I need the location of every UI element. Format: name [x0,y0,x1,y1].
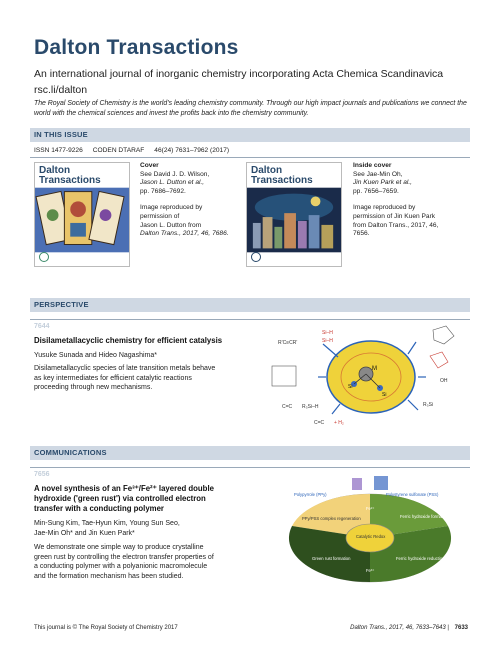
scheme-label: Si–H [322,338,333,344]
caption-line: Image reproduced by [353,204,416,212]
section-bar-communications [30,446,470,460]
footer-citation: Dalton Trans., 2017, 46, 7633–7643 | 7633 [350,625,468,631]
caption-line: from Dalton Trans., 2017, 46, [353,221,439,229]
scheme-label: Catalytic Redox [356,534,386,539]
scheme-label: R₃Si [423,402,434,408]
cover-label: Cover [140,162,159,169]
article-page-number: 7656 [34,471,50,478]
abstract-line: Disilametallacyclic species of late transition metals behave [34,365,216,372]
citation-text: Dalton Trans., 2017, 46, 7633–7643 [350,625,446,631]
scheme-label: Ferric hydroxide reduction [396,556,445,561]
caption-line: 7656. [353,230,370,238]
section-heading: IN THIS ISSUE [34,130,88,139]
cover-title-line: Transactions [251,175,313,186]
article-title[interactable] [34,484,214,514]
scheme-label: Si [382,392,387,398]
caption-line: See Jae-Min Oh, [353,170,403,178]
author-line: Min-Sung Kim, Tae-Hyun Kim, Young Sun Seo, [34,520,180,527]
abstract-line: and the formation mechanism has been studied. [34,572,184,580]
abstract-line: green rust by controlling the electron transfer properties of [34,553,214,561]
author-line: Jae-Min Oh* and Jin Kuen Park* [34,529,135,537]
abstract-line: proceeding through new mechanisms. [34,384,153,391]
divider [30,157,470,158]
journal-title: Dalton Transactions [34,36,239,59]
scheme-label: + H₂ [334,420,344,426]
scheme-label: Ferric hydroxide formation [400,514,449,519]
scheme-label: C=C [314,420,325,426]
cover-journal-name [39,166,101,186]
volume-pages: 46(24) 7631–7962 (2017) [154,147,230,154]
section-heading: PERSPECTIVE [34,300,89,309]
section-heading: COMMUNICATIONS [34,448,107,457]
footer-copyright: This journal is © The Royal Society of Chemistry 2017 [34,625,178,631]
rsc-logo-icon [251,252,261,262]
article-title[interactable]: Disilametallacyclic chemistry for efficient catalysis [34,336,223,345]
cover-artwork-cards [35,187,129,253]
scheme-label: Polypyrrole (PPy) [294,492,327,497]
title-line: A novel synthesis of an Fe³⁺/Fe²⁺ layered double [34,484,214,493]
scheme-label: PPy/PSS complex regeneration [302,516,361,521]
caption-line: Dalton Trans., 2017, 46, 7686. [140,230,229,238]
abstract-line: a conducting polymer with a polyanionic macromolecule [34,563,208,570]
scheme-label: R₃Si–H [302,404,319,410]
scheme-label: Fe³⁺ [366,568,375,573]
coden: CODEN DTARAF [92,147,145,154]
caption-line: pp. 7686–7692. [140,187,186,195]
caption-line: Image reproduced by [140,204,203,212]
cover-title-line: Dalton [39,165,71,176]
scheme-label: Green rust formation [312,556,351,561]
scheme-label: Fe²⁺ [366,506,375,511]
scheme-label: Polystyrene sulfonate (PSS) [386,492,439,497]
inside-cover-image [246,162,342,267]
section-bar-in-this-issue [30,128,470,142]
article-page-number: 7644 [34,323,50,330]
perspective-scheme-graphic [268,322,468,432]
issn: ISSN 1477-9226 [34,147,83,154]
cover-caption [140,162,229,239]
cover-title-line: Dalton [251,165,283,176]
title-line: transfer with a conducting polymer [34,504,164,513]
scheme-label: Si–H [322,330,333,336]
abstract-line: as key intermediates for efficient catalytic reactions [34,374,192,382]
page-number: 7633 [454,625,468,631]
issue-info [34,147,239,154]
communication-scheme-graphic [282,476,458,586]
article-authors [34,519,180,538]
section-bar-perspective [30,298,470,312]
rsc-tagline: The Royal Society of Chemistry is the world's leading chemistry community. Through our high impact journals and publications we connect the world with the chemical sciences and invest the profits back into the chemistry community. [34,100,467,117]
cover-label: Inside cover [353,162,392,169]
inside-cover-artwork-city [247,187,341,253]
cover-title-line: Transactions [39,175,101,186]
abstract-line: We demonstrate one simple way to produce crystalline [34,544,204,551]
caption-line: Jason L. Dutton et al., [140,179,205,187]
caption-line: pp. 7656–7659. [353,187,399,195]
journal-subtitle: An international journal of inorganic chemistry incorporating Acta Chemica Scandinavica [34,68,444,80]
article-authors: Yusuke Sunada and Hideo Nagashima* [34,352,157,359]
article-abstract [34,364,215,393]
cover-image [34,162,130,267]
caption-line: Jin Kuen Park et al., [353,179,413,187]
scheme-label: Si [348,384,353,390]
inside-cover-caption [353,162,438,239]
divider [30,467,470,468]
article-abstract [34,543,214,581]
caption-line: See David J. D. Wilson, [140,170,210,178]
scheme-label: OH [440,378,448,384]
divider [30,319,470,320]
scheme-label: R'C≡CR' [278,340,298,346]
title-line: hydroxide ('green rust') via controlled electron [34,494,206,503]
caption-line: Jason L. Dutton from [140,221,202,229]
scheme-label: C=C [282,404,293,410]
caption-line: permission of [140,212,180,220]
caption-line: permission of Jin Kuen Park [353,212,436,220]
cover-journal-name [251,166,313,186]
scheme-label: M [372,366,377,372]
journal-url[interactable]: rsc.li/dalton [34,84,88,96]
rsc-logo-icon [39,252,49,262]
